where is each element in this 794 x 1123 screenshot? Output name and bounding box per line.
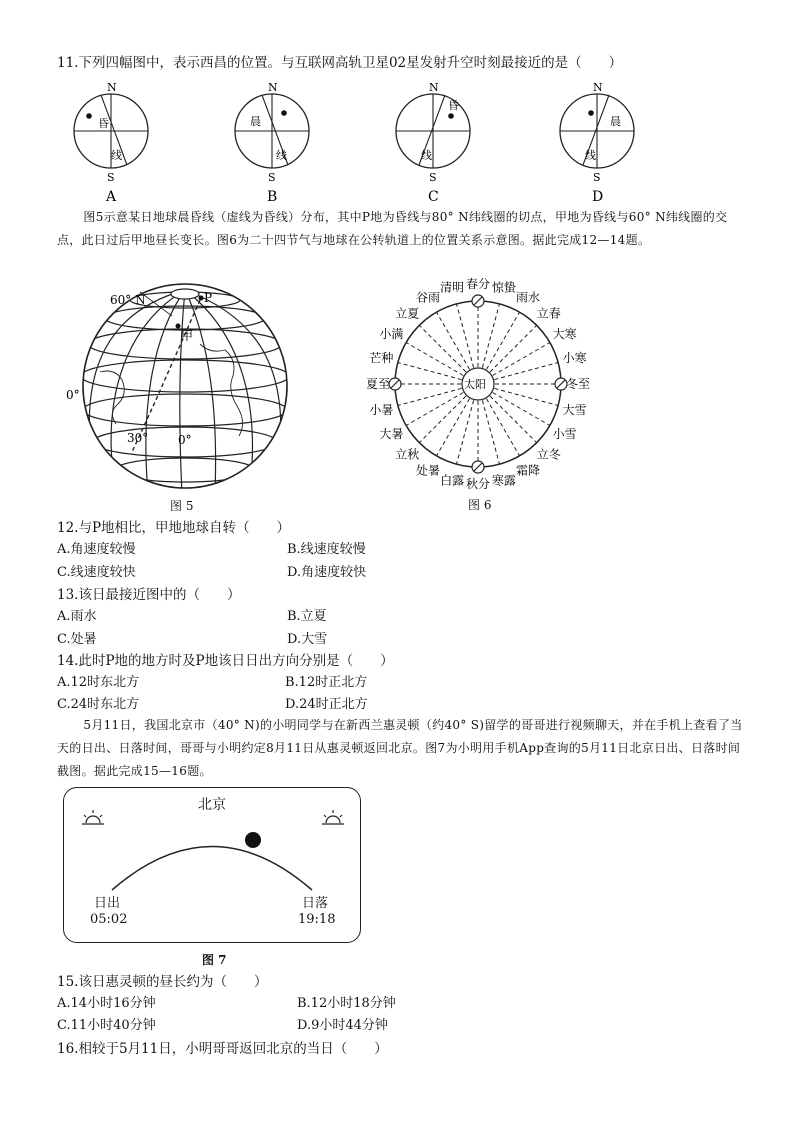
diagram-b-north: N: [268, 81, 278, 94]
q12-option-b: B.线速度较慢: [287, 542, 366, 557]
diagram-a-north: N: [107, 81, 117, 94]
q13-option-c: C.处暑: [57, 632, 97, 647]
fig6-spoke: [406, 393, 463, 426]
q13-option-b: B.立夏: [287, 609, 327, 624]
fig6-spoke: [406, 343, 463, 376]
diagram-c-letter: C: [428, 189, 439, 205]
fig6-term-label: 春分: [465, 278, 491, 291]
q12-option-a: A.角速度较慢: [57, 542, 136, 557]
diagram-d-text1: 晨: [610, 115, 621, 128]
fig6-term-label: 大雪: [562, 402, 587, 417]
fig6-spoke: [482, 400, 499, 464]
fig6-term-label: 立冬: [536, 447, 561, 462]
diagram-c-south: S: [429, 171, 437, 184]
fig6-spoke: [419, 396, 466, 443]
fig7-sunset-time: 19:18: [298, 912, 336, 927]
q15-option-b: B.12小时18分钟: [297, 996, 396, 1011]
fig6-term-label: 雨水: [515, 290, 541, 305]
fig6-spoke: [437, 312, 470, 369]
q13-option-d: D.大雪: [287, 632, 328, 647]
diagram-a-text2: 线: [111, 149, 122, 162]
fig7-city: 北京: [198, 797, 226, 813]
fig5-jia-label: 甲: [181, 329, 194, 343]
fig6-spoke: [490, 325, 537, 372]
fig6-term-label: 大寒: [552, 327, 577, 341]
diagram-d-text2: 线: [585, 149, 596, 162]
fig5-p-label: P: [204, 291, 213, 305]
diagram-d-letter: D: [592, 189, 604, 205]
q12-stem: 12.与P地相比，甲地地球自转（ ）: [57, 520, 291, 536]
fig6-term-label: 小满: [379, 327, 404, 341]
fig6-term-label: 霜降: [515, 463, 541, 478]
figure-7-caption: 图 7: [202, 953, 227, 967]
diagram-a-text1: 昏: [98, 117, 109, 130]
diagram-d-south: S: [593, 171, 601, 184]
q15-option-a: A.14小时16分钟: [57, 996, 156, 1011]
diagram-c-text2: 线: [421, 149, 432, 162]
fig6-spoke: [487, 312, 520, 369]
fig5-lat60-label: 60° N: [110, 293, 146, 307]
diagram-c-text1: 昏: [448, 99, 459, 112]
fig6-term-label: 谷雨: [415, 290, 441, 305]
figure-6-solar-terms: [350, 278, 610, 498]
fig6-term-label: 夏至: [365, 377, 391, 391]
fig6-term-label: 立秋: [395, 447, 420, 462]
fig6-spoke: [487, 399, 520, 456]
figure-5-globe: [60, 282, 310, 512]
fig6-term-label: 立春: [536, 306, 561, 321]
fig6-spoke: [494, 363, 558, 380]
q12-option-c: C.线速度较快: [57, 565, 136, 580]
fig6-term-label: 清明: [440, 280, 465, 295]
diagram-b: [235, 81, 309, 205]
fig6-spoke: [398, 363, 462, 380]
fig6-term-label: 芒种: [369, 351, 394, 366]
diagram-b-south: S: [268, 171, 276, 184]
fig6-spoke: [398, 388, 462, 405]
q15-option-c: C.11小时40分钟: [57, 1018, 156, 1033]
q15-stem: 15.该日惠灵顿的昼长约为（ ）: [57, 974, 268, 990]
fig6-term-label: 冬至: [565, 377, 591, 391]
diagram-c-north: N: [429, 81, 439, 94]
fig7-sunset-label: 日落: [302, 896, 329, 911]
fig6-spoke: [457, 304, 474, 368]
diagram-d-north: N: [593, 81, 603, 94]
fig6-term-label: 惊蛰: [491, 280, 516, 295]
fig6-spoke: [419, 325, 466, 372]
fig7-sunrise-time: 05:02: [90, 912, 128, 927]
intro-paragraph-1: 图5示意某日地球晨昏线（虚线为昏线）分布，其中P地为昏线与80° N纬线圈的切点，甲地为昏线与60° N纬线圈的交点，此日过后甲地昼长变长。图6为二十四节气与地球在公转轨道上的位置关系示意图。据此完成12—14题。: [57, 210, 728, 247]
q14-option-a: A.12时东北方: [57, 675, 140, 690]
diagram-a-south: S: [107, 171, 115, 184]
fig6-term-label: 大暑: [379, 427, 404, 441]
sunrise-icon: [82, 810, 104, 824]
intro-paragraph-2: 5月11日，我国北京市（40° N)的小明同学与在新西兰惠灵顿（约40° S)留学的哥哥进行视频聊天，并在手机上查看了当天的日出、日落时间，哥哥与小明约定8月11日从惠灵顿返回北京。图7为小明用手机App查询的5月11日北京日出、日落时间截图。据此完成15—16题。: [57, 718, 743, 778]
q14-option-b: B.12时正北方: [285, 675, 368, 690]
fig7-sunrise-label: 日出: [94, 896, 121, 911]
fig6-spoke: [437, 399, 470, 456]
fig6-spoke: [493, 343, 550, 376]
q13-stem: 13.该日最接近图中的（ ）: [57, 587, 241, 603]
q15-option-d: D.9小时44分钟: [297, 1018, 388, 1033]
fig6-term-label: 小雪: [552, 427, 577, 441]
fig6-term-label: 处暑: [415, 463, 441, 478]
q13-option-a: A.雨水: [57, 609, 97, 624]
figure-7-box: [63, 787, 361, 943]
fig6-spoke: [494, 388, 558, 405]
fig6-sun-label: 太阳: [464, 378, 486, 391]
fig6-term-label: 白露: [440, 473, 465, 488]
figure-5-caption: 图 5: [170, 499, 194, 513]
diagram-a-letter: A: [106, 189, 117, 205]
q12-option-d: D.角速度较快: [287, 565, 367, 580]
diagram-b-text2: 线: [276, 149, 287, 162]
fig6-term-label: 寒露: [491, 473, 516, 488]
fig6-spoke: [482, 304, 499, 368]
fig6-spoke: [493, 393, 550, 426]
fig5-lon30: 30°: [127, 431, 149, 445]
fig6-term-label: 小暑: [369, 402, 394, 417]
diagram-c: [396, 81, 470, 205]
diagram-d: [560, 81, 634, 205]
fig6-term-label: 立夏: [395, 306, 420, 321]
figure-6-caption: 图 6: [468, 498, 492, 512]
q11-stem: 11.下列四幅图中，表示西昌的位置。与互联网高轨卫星02星发射升空时刻最接近的是（ ）: [57, 55, 623, 71]
diagram-b-text1: 晨: [250, 115, 261, 128]
fig6-spoke: [457, 400, 474, 464]
q11-diagrams: [60, 76, 680, 206]
diagram-a: [74, 81, 148, 205]
fig6-term-label: 小寒: [562, 351, 587, 366]
fig6-spoke: [490, 396, 537, 443]
q14-option-d: D.24时正北方: [285, 697, 368, 712]
fig5-lon0-bottom: 0°: [178, 433, 192, 447]
sunset-icon: [322, 810, 344, 824]
fig6-term-label: 秋分: [465, 477, 491, 491]
fig5-lon0-left: 0°: [66, 388, 80, 402]
q14-stem: 14.此时P地的地方时及P地该日日出方向分别是（ ）: [57, 653, 394, 669]
diagram-b-letter: B: [267, 189, 278, 205]
q14-option-c: C.24时东北方: [57, 697, 140, 712]
q16-stem: 16.相较于5月11日，小明哥哥返回北京的当日（ ）: [57, 1041, 388, 1057]
